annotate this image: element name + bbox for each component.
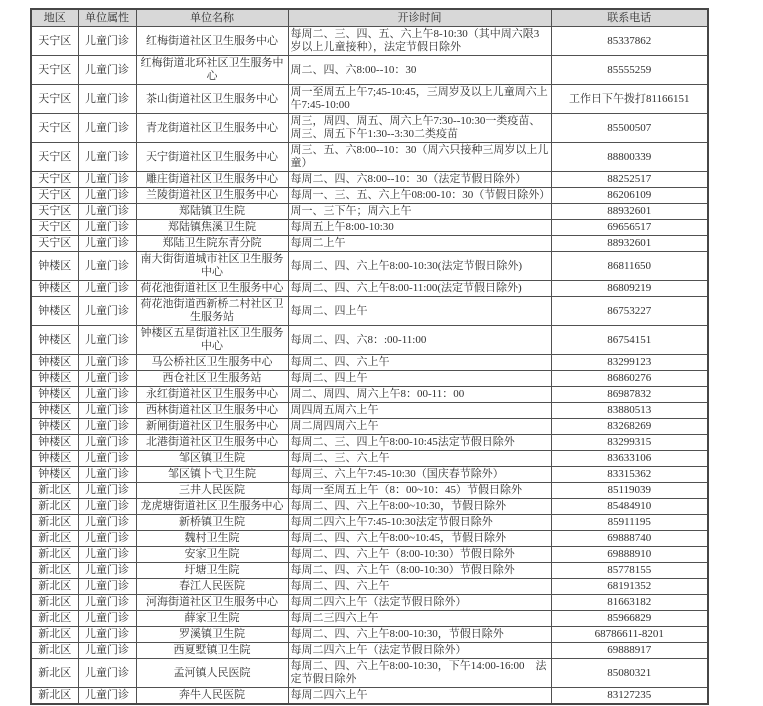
- cell-district: 新北区: [31, 627, 78, 643]
- cell-district: 天宁区: [31, 172, 78, 188]
- cell-hours: 每周二四六上午7:45-10:30法定节假日除外: [288, 515, 551, 531]
- table-row: [31, 297, 708, 326]
- table-row: [31, 27, 708, 56]
- cell-unit-name: 钟楼区五星街道社区卫生服务中心: [136, 326, 288, 355]
- table-row: [31, 355, 708, 371]
- cell-district: 天宁区: [31, 220, 78, 236]
- cell-unit-name: 兰陵街道社区卫生服务中心: [136, 188, 288, 204]
- header-district: 地区: [31, 9, 78, 27]
- cell-category: 儿童门诊: [78, 281, 136, 297]
- cell-district: 钟楼区: [31, 403, 78, 419]
- table-row: [31, 467, 708, 483]
- table-row: [31, 595, 708, 611]
- cell-phone: 83299123: [551, 355, 708, 371]
- cell-unit-name: 郑陆卫生院东青分院: [136, 236, 288, 252]
- cell-unit-name: 新桥镇卫生院: [136, 515, 288, 531]
- cell-unit-name: 龙虎塘街道社区卫生服务中心: [136, 499, 288, 515]
- cell-category: 儿童门诊: [78, 659, 136, 688]
- table-row: [31, 172, 708, 188]
- cell-district: 钟楼区: [31, 435, 78, 451]
- cell-category: 儿童门诊: [78, 688, 136, 705]
- cell-category: 儿童门诊: [78, 467, 136, 483]
- cell-hours: 每周二、四、六上午8:00~10:45，节假日除外: [288, 531, 551, 547]
- cell-phone: 85500507: [551, 114, 708, 143]
- table-row: [31, 85, 708, 114]
- cell-unit-name: 西仓社区卫生服务站: [136, 371, 288, 387]
- cell-phone: 88932601: [551, 236, 708, 252]
- table-row: [31, 531, 708, 547]
- cell-district: 新北区: [31, 563, 78, 579]
- cell-category: 儿童门诊: [78, 451, 136, 467]
- cell-hours: 每周一至周五上午（8：00~10：45）节假日除外: [288, 483, 551, 499]
- table-row: [31, 371, 708, 387]
- cell-unit-name: 奔牛人民医院: [136, 688, 288, 705]
- cell-phone: 83127235: [551, 688, 708, 705]
- cell-district: 钟楼区: [31, 326, 78, 355]
- cell-hours: 每周二、四、六上午: [288, 579, 551, 595]
- cell-district: 新北区: [31, 611, 78, 627]
- cell-hours: 每周二、四、六上午8:00-11:00(法定节假日除外): [288, 281, 551, 297]
- cell-hours: 每周二、四、六上午（8:00-10:30）节假日除外: [288, 563, 551, 579]
- cell-phone: 83268269: [551, 419, 708, 435]
- cell-category: 儿童门诊: [78, 403, 136, 419]
- table-row: [31, 499, 708, 515]
- cell-category: 儿童门诊: [78, 531, 136, 547]
- cell-district: 新北区: [31, 499, 78, 515]
- table-row: [31, 236, 708, 252]
- table-row: [31, 643, 708, 659]
- cell-district: 天宁区: [31, 56, 78, 85]
- cell-hours: 每周二四六上午（法定节假日除外）: [288, 643, 551, 659]
- cell-category: 儿童门诊: [78, 387, 136, 403]
- table-row: [31, 419, 708, 435]
- cell-unit-name: 邹区镇卜弋卫生院: [136, 467, 288, 483]
- cell-district: 天宁区: [31, 114, 78, 143]
- cell-district: 新北区: [31, 531, 78, 547]
- cell-category: 儿童门诊: [78, 114, 136, 143]
- table-row: [31, 659, 708, 688]
- cell-unit-name: 西林街道社区卫生服务中心: [136, 403, 288, 419]
- cell-category: 儿童门诊: [78, 611, 136, 627]
- table-row: [31, 387, 708, 403]
- table-row: [31, 451, 708, 467]
- cell-unit-name: 郑陆镇焦溪卫生院: [136, 220, 288, 236]
- cell-hours: 每周三、六上午7:45-10:30（国庆春节除外）: [288, 467, 551, 483]
- cell-category: 儿童门诊: [78, 547, 136, 563]
- cell-phone: 85966829: [551, 611, 708, 627]
- cell-district: 钟楼区: [31, 371, 78, 387]
- cell-phone: 85555259: [551, 56, 708, 85]
- cell-unit-name: 孟河镇人民医院: [136, 659, 288, 688]
- cell-phone: 85337862: [551, 27, 708, 56]
- cell-hours: 周三，周四、周五、周六上午7:30--10:30一类疫苗、周三、周五下午1:30--3:30二类疫苗: [288, 114, 551, 143]
- table-row: [31, 143, 708, 172]
- cell-phone: 86753227: [551, 297, 708, 326]
- cell-category: 儿童门诊: [78, 85, 136, 114]
- cell-hours: 每周二、四、六上午: [288, 355, 551, 371]
- cell-category: 儿童门诊: [78, 563, 136, 579]
- cell-phone: 85484910: [551, 499, 708, 515]
- cell-hours: 每周二、三、六上午: [288, 451, 551, 467]
- cell-phone: 83633106: [551, 451, 708, 467]
- cell-district: 钟楼区: [31, 419, 78, 435]
- header-phone: 联系电话: [551, 9, 708, 27]
- cell-hours: 每周二、三、四上午8:00-10:45法定节假日除外: [288, 435, 551, 451]
- cell-category: 儿童门诊: [78, 435, 136, 451]
- cell-hours: 每周五上午8:00-10:30: [288, 220, 551, 236]
- header-unit-name: 单位名称: [136, 9, 288, 27]
- cell-unit-name: 青龙街道社区卫生服务中心: [136, 114, 288, 143]
- cell-category: 儿童门诊: [78, 297, 136, 326]
- cell-category: 儿童门诊: [78, 499, 136, 515]
- cell-district: 钟楼区: [31, 297, 78, 326]
- cell-category: 儿童门诊: [78, 27, 136, 56]
- table-row: [31, 483, 708, 499]
- table-row: [31, 563, 708, 579]
- cell-category: 儿童门诊: [78, 220, 136, 236]
- header-row: [31, 9, 708, 27]
- cell-district: 钟楼区: [31, 355, 78, 371]
- cell-unit-name: 雕庄街道社区卫生服务中心: [136, 172, 288, 188]
- cell-phone: 68191352: [551, 579, 708, 595]
- table-row: [31, 627, 708, 643]
- cell-category: 儿童门诊: [78, 355, 136, 371]
- cell-district: 天宁区: [31, 236, 78, 252]
- cell-hours: 周二、四、六8:00--10：30: [288, 56, 551, 85]
- cell-hours: 周二周四周六上午: [288, 419, 551, 435]
- cell-unit-name: 永红街道社区卫生服务中心: [136, 387, 288, 403]
- header-hours: 开诊时间: [288, 9, 551, 27]
- clinic-schedule-table: [30, 8, 709, 705]
- cell-category: 儿童门诊: [78, 419, 136, 435]
- cell-hours: 每周二、三、四、五、六上午8-10:30（其中周六限3岁以上儿童接种），法定节假日除外: [288, 27, 551, 56]
- cell-phone: 86987832: [551, 387, 708, 403]
- cell-unit-name: 安家卫生院: [136, 547, 288, 563]
- cell-category: 儿童门诊: [78, 627, 136, 643]
- cell-phone: 85119039: [551, 483, 708, 499]
- cell-category: 儿童门诊: [78, 595, 136, 611]
- cell-unit-name: 马公桥社区卫生服务中心: [136, 355, 288, 371]
- cell-unit-name: 河海街道社区卫生服务中心: [136, 595, 288, 611]
- cell-unit-name: 天宁街道社区卫生服务中心: [136, 143, 288, 172]
- cell-category: 儿童门诊: [78, 188, 136, 204]
- cell-phone: 83315362: [551, 467, 708, 483]
- cell-unit-name: 郑陆镇卫生院: [136, 204, 288, 220]
- cell-category: 儿童门诊: [78, 252, 136, 281]
- cell-hours: 每周一、三、五、六上午08:00-10：30（节假日除外）: [288, 188, 551, 204]
- cell-district: 钟楼区: [31, 281, 78, 297]
- cell-district: 新北区: [31, 547, 78, 563]
- cell-hours: 每周二、四、六上午8:00~10:30，节假日除外: [288, 499, 551, 515]
- cell-phone: 69656517: [551, 220, 708, 236]
- cell-unit-name: 南大街街道城市社区卫生服务中心: [136, 252, 288, 281]
- cell-hours: 每周二、四、六上午8:00-10:30(法定节假日除外): [288, 252, 551, 281]
- cell-phone: 85778155: [551, 563, 708, 579]
- cell-unit-name: 北港街道社区卫生服务中心: [136, 435, 288, 451]
- cell-district: 新北区: [31, 515, 78, 531]
- cell-hours: 每周二、四、六上午（8:00-10:30）节假日除外: [288, 547, 551, 563]
- cell-district: 新北区: [31, 483, 78, 499]
- cell-district: 天宁区: [31, 143, 78, 172]
- table-row: [31, 252, 708, 281]
- cell-phone: 69888917: [551, 643, 708, 659]
- table-row: [31, 204, 708, 220]
- cell-hours: 每周二、四、六8:00--10：30（法定节假日除外）: [288, 172, 551, 188]
- cell-district: 新北区: [31, 688, 78, 705]
- cell-district: 钟楼区: [31, 467, 78, 483]
- cell-unit-name: 圩塘卫生院: [136, 563, 288, 579]
- cell-phone: 83880513: [551, 403, 708, 419]
- cell-district: 新北区: [31, 643, 78, 659]
- cell-unit-name: 罗溪镇卫生院: [136, 627, 288, 643]
- table-row: [31, 547, 708, 563]
- cell-category: 儿童门诊: [78, 143, 136, 172]
- cell-district: 钟楼区: [31, 451, 78, 467]
- table-header: [31, 9, 708, 27]
- cell-hours: 每周二、四、六上午8:00-10:30，下午14:00-16:00 法定节假日除外: [288, 659, 551, 688]
- cell-unit-name: 荷花池街道西新桥二村社区卫生服务站: [136, 297, 288, 326]
- cell-district: 天宁区: [31, 27, 78, 56]
- cell-phone: 69888740: [551, 531, 708, 547]
- table-row: [31, 281, 708, 297]
- cell-district: 天宁区: [31, 204, 78, 220]
- cell-hours: 周三、五、六8:00--10：30（周六只接种三周岁以上儿童）: [288, 143, 551, 172]
- cell-unit-name: 春江人民医院: [136, 579, 288, 595]
- cell-unit-name: 西夏墅镇卫生院: [136, 643, 288, 659]
- cell-phone: 88932601: [551, 204, 708, 220]
- cell-phone: 86206109: [551, 188, 708, 204]
- cell-category: 儿童门诊: [78, 236, 136, 252]
- cell-phone: 工作日下午拨打81166151: [551, 85, 708, 114]
- cell-hours: 每周二三四六上午: [288, 611, 551, 627]
- cell-hours: 每周二、四、六8：:00-11:00: [288, 326, 551, 355]
- cell-unit-name: 三井人民医院: [136, 483, 288, 499]
- cell-hours: 周四周五周六上午: [288, 403, 551, 419]
- cell-hours: 周二、周四、周六上午8：00-11：00: [288, 387, 551, 403]
- cell-phone: 81663182: [551, 595, 708, 611]
- table-row: [31, 435, 708, 451]
- cell-phone: 83299315: [551, 435, 708, 451]
- cell-category: 儿童门诊: [78, 579, 136, 595]
- cell-unit-name: 薛家卫生院: [136, 611, 288, 627]
- cell-district: 天宁区: [31, 188, 78, 204]
- table-row: [31, 114, 708, 143]
- cell-category: 儿童门诊: [78, 483, 136, 499]
- cell-phone: 86860276: [551, 371, 708, 387]
- cell-hours: 每周二、四上午: [288, 297, 551, 326]
- table-row: [31, 403, 708, 419]
- cell-phone: 85080321: [551, 659, 708, 688]
- cell-unit-name: 红梅街道北环社区卫生服务中心: [136, 56, 288, 85]
- cell-phone: 86811650: [551, 252, 708, 281]
- cell-category: 儿童门诊: [78, 371, 136, 387]
- cell-district: 新北区: [31, 595, 78, 611]
- cell-unit-name: 红梅街道社区卫生服务中心: [136, 27, 288, 56]
- table-row: [31, 611, 708, 627]
- table-row: [31, 688, 708, 705]
- cell-phone: 69888910: [551, 547, 708, 563]
- table-row: [31, 56, 708, 85]
- cell-category: 儿童门诊: [78, 204, 136, 220]
- cell-unit-name: 魏村卫生院: [136, 531, 288, 547]
- header-category: 单位属性: [78, 9, 136, 27]
- table-row: [31, 220, 708, 236]
- cell-hours: 每周二四六上午: [288, 688, 551, 705]
- table-body: [31, 27, 708, 705]
- cell-phone: 85911195: [551, 515, 708, 531]
- table-row: [31, 515, 708, 531]
- cell-district: 钟楼区: [31, 387, 78, 403]
- cell-hours: 每周二、四、六上午8:00-10:30，节假日除外: [288, 627, 551, 643]
- table-row: [31, 579, 708, 595]
- cell-district: 新北区: [31, 659, 78, 688]
- cell-phone: 88252517: [551, 172, 708, 188]
- cell-unit-name: 新闸街道社区卫生服务中心: [136, 419, 288, 435]
- cell-phone: 88800339: [551, 143, 708, 172]
- cell-district: 天宁区: [31, 85, 78, 114]
- cell-category: 儿童门诊: [78, 56, 136, 85]
- table-row: [31, 326, 708, 355]
- cell-category: 儿童门诊: [78, 172, 136, 188]
- cell-hours: 每周二上午: [288, 236, 551, 252]
- table-row: [31, 188, 708, 204]
- cell-phone: 86809219: [551, 281, 708, 297]
- cell-category: 儿童门诊: [78, 515, 136, 531]
- cell-unit-name: 邹区镇卫生院: [136, 451, 288, 467]
- cell-unit-name: 荷花池街道社区卫生服务中心: [136, 281, 288, 297]
- cell-phone: 68786611-8201: [551, 627, 708, 643]
- cell-category: 儿童门诊: [78, 643, 136, 659]
- cell-hours: 周一至周五上午7;45-10:45，三周岁及以上儿童周六上午7:45-10:00: [288, 85, 551, 114]
- cell-hours: 每周二四六上午（法定节假日除外）: [288, 595, 551, 611]
- cell-phone: 86754151: [551, 326, 708, 355]
- cell-hours: 周一、三下午；周六上午: [288, 204, 551, 220]
- cell-district: 新北区: [31, 579, 78, 595]
- cell-district: 钟楼区: [31, 252, 78, 281]
- cell-unit-name: 茶山街道社区卫生服务中心: [136, 85, 288, 114]
- cell-category: 儿童门诊: [78, 326, 136, 355]
- cell-hours: 每周二、四上午: [288, 371, 551, 387]
